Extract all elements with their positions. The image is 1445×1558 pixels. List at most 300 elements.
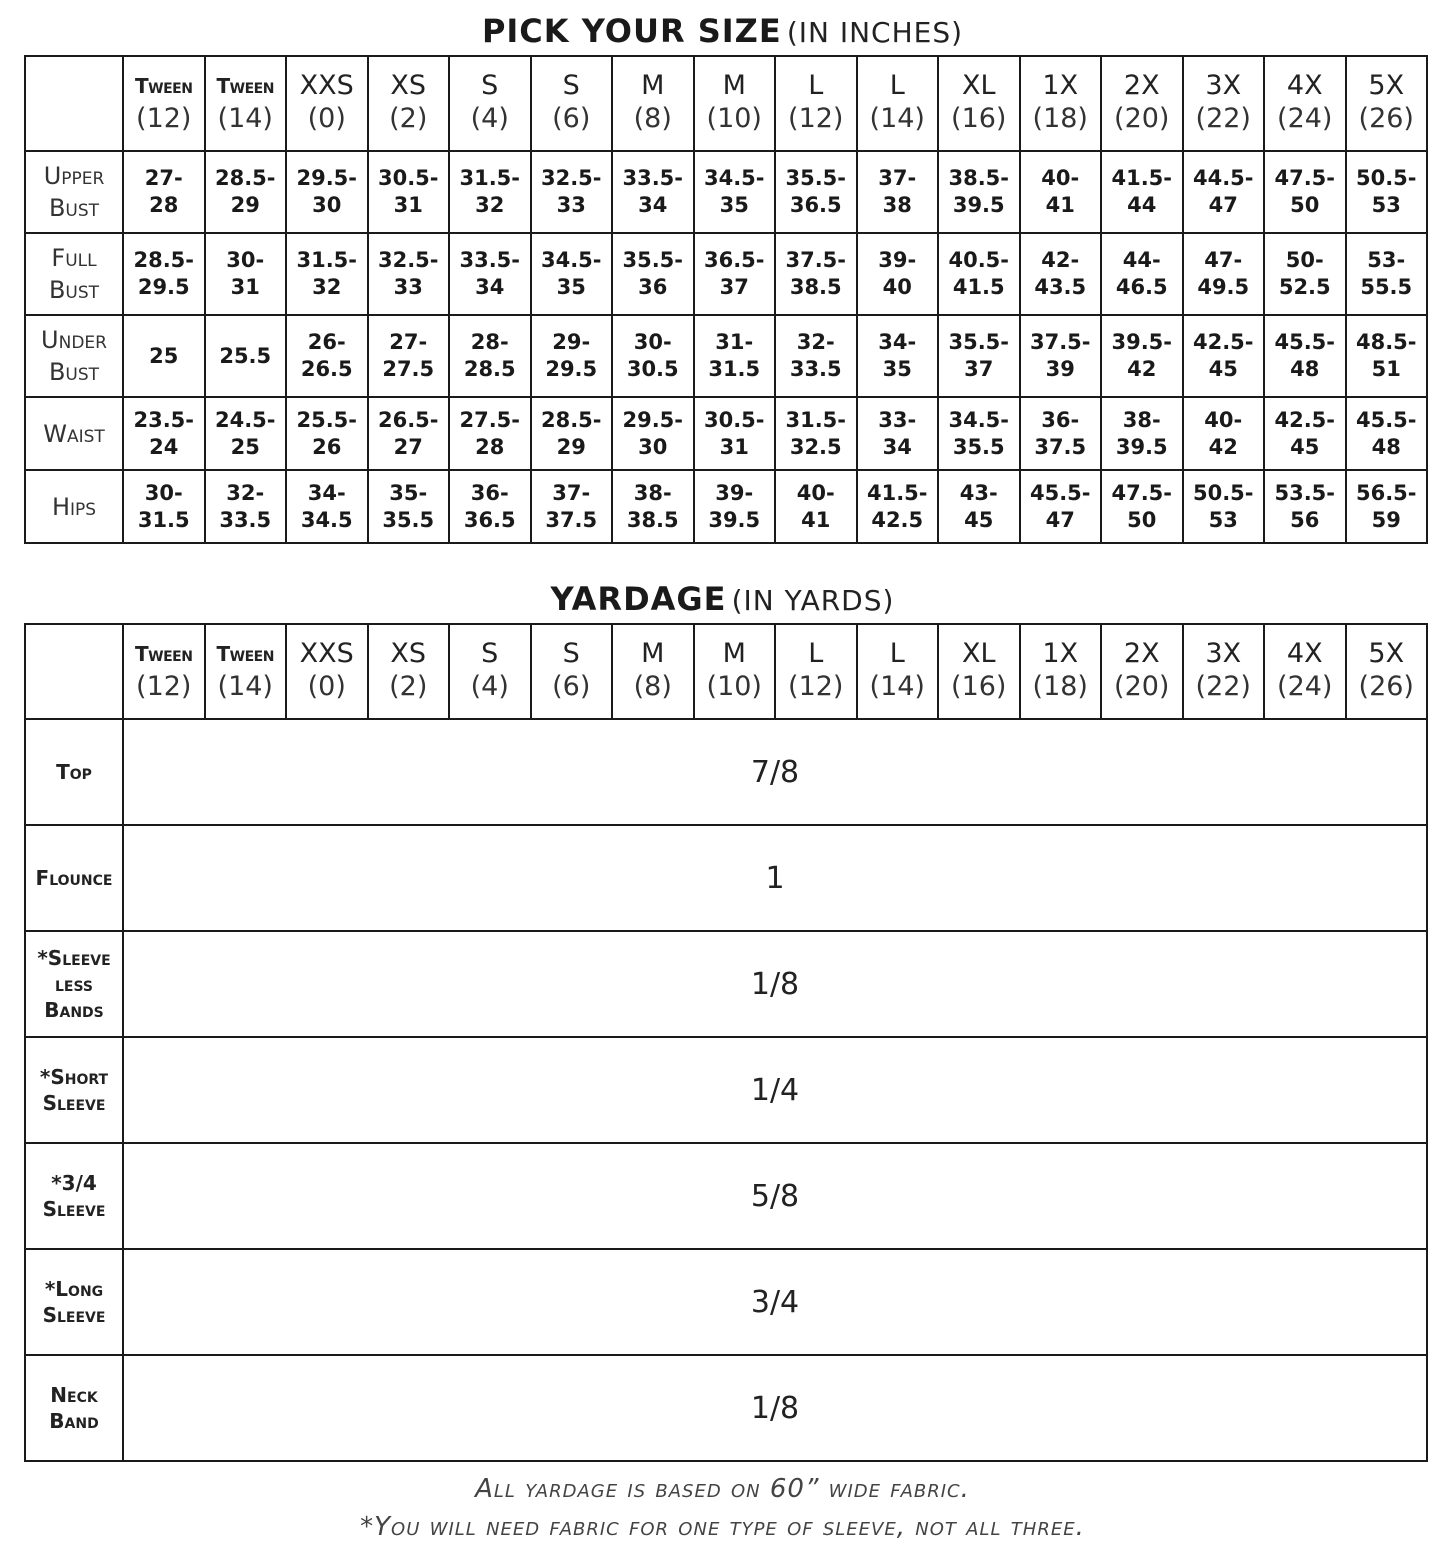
measurement-value: 59 <box>1371 507 1401 532</box>
measurement-value: 26- <box>307 330 346 354</box>
measurement-label-line: Bust <box>48 194 100 222</box>
measurement-cell <box>286 470 368 543</box>
measurement-value: 37 <box>964 357 994 381</box>
measurement-value: 31.5- <box>785 407 847 432</box>
measurement-value: 37.5- <box>785 248 847 272</box>
measurement-cell <box>1101 470 1183 543</box>
measurement-cell <box>286 151 368 233</box>
measurement-value: 34 <box>882 434 912 459</box>
measurement-cell <box>1020 470 1102 543</box>
measurement-value: 37.5 <box>1034 434 1087 459</box>
yardage-label <box>25 719 123 825</box>
size-name: Tween <box>216 641 274 666</box>
measurement-value: 50 <box>1290 193 1320 217</box>
measurement-cell <box>1020 397 1102 470</box>
yardage-note-fabric-width: All yardage is based on 60” wide fabric. <box>475 1474 970 1504</box>
measurement-value: 38- <box>1122 407 1161 432</box>
measurement-label <box>25 397 123 470</box>
size-name: L <box>808 637 824 669</box>
measurement-value: 27 <box>393 434 423 459</box>
measurement-value: 36.5 <box>789 193 842 217</box>
measurement-cell <box>1346 397 1428 470</box>
measurement-value: 28 <box>149 193 179 217</box>
measurement-cell <box>612 315 694 397</box>
size-column-header <box>938 624 1020 719</box>
measurement-cell <box>938 397 1020 470</box>
measurement-cell <box>1346 315 1428 397</box>
measurement-value: 39.5 <box>708 507 761 532</box>
measurement-value: 38.5- <box>948 166 1010 190</box>
size-number: (18) <box>1032 670 1088 702</box>
measurement-cell <box>1101 151 1183 233</box>
measurement-value: 29- <box>552 330 591 354</box>
yardage-label <box>25 1249 123 1355</box>
measurement-value: 42 <box>1208 434 1238 459</box>
size-name: M <box>722 637 746 669</box>
measurement-cell <box>775 151 857 233</box>
measurement-cell <box>286 233 368 315</box>
measurement-value: 39- <box>878 248 917 272</box>
measurement-cell <box>1264 151 1346 233</box>
measurement-cell <box>775 233 857 315</box>
measurement-value: 31.5 <box>708 357 761 381</box>
measurement-value: 45.5- <box>1274 330 1336 354</box>
measurement-value: 33- <box>878 407 917 432</box>
measurement-cell <box>775 315 857 397</box>
size-column-header <box>449 56 531 151</box>
measurement-value: 45 <box>1290 434 1320 459</box>
measurement-cell <box>531 151 613 233</box>
measurement-cell <box>1346 470 1428 543</box>
size-name: M <box>641 637 665 669</box>
measurement-value: 34- <box>307 480 346 505</box>
size-column-header <box>368 624 450 719</box>
measurement-cell <box>368 233 450 315</box>
measurement-value: 27- <box>144 166 183 190</box>
measurement-value: 32.5- <box>377 248 439 272</box>
measurement-cell <box>531 315 613 397</box>
measurement-value: 34.5- <box>703 166 765 190</box>
yardage-value: 1/8 <box>123 1355 1427 1461</box>
measurement-value: 33.5- <box>459 248 521 272</box>
measurement-cell <box>938 151 1020 233</box>
measurement-value: 28- <box>470 330 509 354</box>
yardage-label-line: Bands <box>44 998 104 1022</box>
size-chart-title <box>0 12 1445 50</box>
size-column-header <box>123 624 205 719</box>
size-column-header <box>123 56 205 151</box>
yardage-label-line: Neck <box>50 1383 98 1407</box>
measurement-value: 34- <box>878 330 917 354</box>
measurement-value: 29.5- <box>622 407 684 432</box>
measurement-cell <box>205 315 287 397</box>
size-name: L <box>889 69 905 101</box>
measurement-value: 28.5- <box>540 407 602 432</box>
measurement-value: 37.5 <box>545 507 598 532</box>
measurement-value: 51 <box>1371 357 1401 381</box>
measurement-value: 24 <box>149 434 179 459</box>
measurement-cell <box>205 233 287 315</box>
measurement-value: 53 <box>1208 507 1238 532</box>
measurement-cell <box>449 470 531 543</box>
yardage-label-line: less <box>54 972 94 996</box>
measurement-value: 50.5- <box>1355 166 1417 190</box>
size-name: M <box>641 69 665 101</box>
size-column-header <box>1346 624 1428 719</box>
size-name: Tween <box>135 73 193 98</box>
measurement-cell <box>1101 233 1183 315</box>
measurement-cell <box>1020 233 1102 315</box>
measurement-value: 29 <box>230 193 260 217</box>
measurement-value: 24.5- <box>214 407 276 432</box>
measurement-value: 31.5- <box>459 166 521 190</box>
size-number: (20) <box>1114 670 1170 702</box>
measurement-cell <box>694 397 776 470</box>
measurement-value: 40- <box>1041 166 1080 190</box>
yardage-label-line: Flounce <box>35 866 113 890</box>
measurement-value: 28 <box>475 434 505 459</box>
measurement-value: 39 <box>1045 357 1075 381</box>
measurement-value: 38.5 <box>789 275 842 299</box>
measurement-value: 33.5- <box>622 166 684 190</box>
measurement-value: 32- <box>796 330 835 354</box>
measurement-cell <box>368 397 450 470</box>
measurement-value: 36 <box>638 275 668 299</box>
yardage-row <box>25 825 1427 931</box>
measurement-cell <box>857 470 939 543</box>
measurement-label-line: Bust <box>48 276 100 304</box>
measurement-value: 28.5- <box>133 248 195 272</box>
size-column-header <box>205 56 287 151</box>
measurement-value: 40.5- <box>948 248 1010 272</box>
size-column-header <box>612 56 694 151</box>
size-name: L <box>808 69 824 101</box>
measurement-value: 45.5- <box>1029 480 1091 505</box>
measurement-cell <box>1183 397 1265 470</box>
measurement-value: 42.5 <box>871 507 924 532</box>
size-number: (8) <box>633 670 672 702</box>
measurement-cell <box>938 315 1020 397</box>
measurement-cell <box>123 315 205 397</box>
size-number: (18) <box>1032 102 1088 134</box>
size-number: (26) <box>1358 670 1414 702</box>
measurement-value: 53- <box>1367 248 1406 272</box>
yardage-title-sub: (IN YARDS) <box>731 584 895 617</box>
measurement-value: 29.5- <box>296 166 358 190</box>
measurement-cell <box>123 233 205 315</box>
size-number: (24) <box>1277 102 1333 134</box>
measurement-cell <box>938 233 1020 315</box>
size-number: (10) <box>706 102 762 134</box>
measurement-value: 29.5 <box>545 357 598 381</box>
measurement-value: 27- <box>389 330 428 354</box>
measurement-value: 50 <box>1127 507 1157 532</box>
measurement-cell <box>938 470 1020 543</box>
measurement-value: 37.5- <box>1029 330 1091 354</box>
measurement-value: 40- <box>1204 407 1243 432</box>
measurement-cell <box>205 470 287 543</box>
size-number: (24) <box>1277 670 1333 702</box>
measurement-value: 29 <box>556 434 586 459</box>
yardage-value: 1 <box>123 825 1427 931</box>
size-number: (12) <box>788 670 844 702</box>
measurement-value: 47 <box>1045 507 1075 532</box>
measurement-value: 44 <box>1127 193 1157 217</box>
measurement-cell <box>1183 315 1265 397</box>
measurement-cell <box>694 315 776 397</box>
measurement-value: 31.5 <box>137 507 190 532</box>
size-chart-table <box>24 55 1428 544</box>
measurement-value: 33.5 <box>219 507 272 532</box>
measurement-value: 44.5- <box>1192 166 1254 190</box>
size-name: L <box>889 637 905 669</box>
measurement-value: 32.5 <box>789 434 842 459</box>
size-number: (14) <box>217 670 273 702</box>
measurement-row <box>25 397 1427 470</box>
measurement-value: 40 <box>882 275 912 299</box>
size-column-header <box>1264 624 1346 719</box>
measurement-value: 35.5 <box>952 434 1005 459</box>
size-column-header <box>775 56 857 151</box>
size-number: (6) <box>552 670 591 702</box>
measurement-label-line: Under <box>41 326 107 354</box>
measurement-cell <box>1183 233 1265 315</box>
yardage-row <box>25 931 1427 1037</box>
yardage-row <box>25 1143 1427 1249</box>
measurement-value: 30 <box>312 193 342 217</box>
measurement-value: 44- <box>1122 248 1161 272</box>
size-column-header <box>1101 624 1183 719</box>
yardage-label-line: *Short <box>39 1065 109 1089</box>
size-column-header <box>1101 56 1183 151</box>
measurement-value: 40- <box>796 480 835 505</box>
yardage-label-line: *3/4 <box>51 1171 97 1195</box>
size-name: 4X <box>1286 637 1323 669</box>
measurement-cell <box>531 397 613 470</box>
measurement-cell <box>1346 151 1428 233</box>
measurement-label <box>25 233 123 315</box>
size-chart-title-main: PICK YOUR SIZE <box>481 12 782 50</box>
size-column-header <box>286 56 368 151</box>
measurement-value: 28.5 <box>463 357 516 381</box>
size-number: (4) <box>470 102 509 134</box>
measurement-cell <box>368 315 450 397</box>
size-name: XL <box>961 69 996 101</box>
measurement-cell <box>531 233 613 315</box>
measurement-value: 36.5 <box>463 507 516 532</box>
measurement-value: 23.5- <box>133 407 195 432</box>
measurement-value: 35.5- <box>948 330 1010 354</box>
yardage-label-line: *Sleeve <box>37 946 111 970</box>
measurement-value: 28.5- <box>214 166 276 190</box>
measurement-value: 32 <box>475 193 505 217</box>
measurement-value: 30- <box>633 330 672 354</box>
measurement-value: 53 <box>1371 193 1401 217</box>
size-column-header <box>1183 624 1265 719</box>
size-column-header <box>857 56 939 151</box>
measurement-value: 30- <box>144 480 183 505</box>
measurement-cell <box>123 397 205 470</box>
size-number: (0) <box>307 102 346 134</box>
measurement-value: 31 <box>393 193 423 217</box>
measurement-value: 35 <box>882 357 912 381</box>
size-name: XS <box>390 637 427 669</box>
measurement-value: 25.5 <box>219 343 272 368</box>
size-column-header <box>286 624 368 719</box>
measurement-cell <box>123 470 205 543</box>
yardage-value: 5/8 <box>123 1143 1427 1249</box>
size-number: (8) <box>633 102 672 134</box>
size-number: (12) <box>136 670 192 702</box>
measurement-value: 37 <box>719 275 749 299</box>
size-name: S <box>481 637 499 669</box>
size-number: (16) <box>951 670 1007 702</box>
measurement-value: 27.5 <box>382 357 435 381</box>
measurement-value: 34.5- <box>540 248 602 272</box>
size-number: (22) <box>1195 670 1251 702</box>
measurement-cell <box>449 315 531 397</box>
measurement-value: 42.5- <box>1274 407 1336 432</box>
measurement-value: 36- <box>470 480 509 505</box>
size-number: (14) <box>217 102 273 134</box>
measurement-value: 41.5- <box>866 480 928 505</box>
size-number: (20) <box>1114 102 1170 134</box>
yardage-title <box>0 580 1445 618</box>
size-column-header <box>1183 56 1265 151</box>
measurement-value: 30 <box>638 434 668 459</box>
measurement-value: 47- <box>1204 248 1243 272</box>
yardage-label <box>25 1355 123 1461</box>
size-column-header <box>368 56 450 151</box>
measurement-value: 48 <box>1290 357 1320 381</box>
measurement-cell <box>857 315 939 397</box>
measurement-cell <box>775 397 857 470</box>
size-name: M <box>722 69 746 101</box>
measurement-value: 30- <box>226 248 265 272</box>
measurement-label-line: Full <box>51 244 97 272</box>
measurement-value: 55.5 <box>1360 275 1413 299</box>
measurement-cell <box>1264 315 1346 397</box>
yardage-row <box>25 1355 1427 1461</box>
measurement-row <box>25 315 1427 397</box>
yardage-note-sleeve: *You will need fabric for one type of sleeve, not all three. <box>360 1512 1085 1542</box>
measurement-value: 34 <box>475 275 505 299</box>
yardage-label-line: *Long <box>44 1277 104 1301</box>
measurement-cell <box>1264 233 1346 315</box>
size-column-header <box>1264 56 1346 151</box>
measurement-cell <box>1183 151 1265 233</box>
measurement-value: 45 <box>1208 357 1238 381</box>
size-column-header <box>531 56 613 151</box>
measurement-value: 39.5 <box>952 193 1005 217</box>
size-number: (4) <box>470 670 509 702</box>
measurement-value: 25 <box>230 434 260 459</box>
measurement-value: 30.5- <box>703 407 765 432</box>
measurement-value: 50.5- <box>1192 480 1254 505</box>
yardage-label <box>25 931 123 1037</box>
measurement-value: 56.5- <box>1355 480 1417 505</box>
size-number: (2) <box>389 102 428 134</box>
measurement-value: 41 <box>1045 193 1075 217</box>
measurement-value: 45 <box>964 507 994 532</box>
header-corner-cell <box>25 624 123 719</box>
measurement-row <box>25 151 1427 233</box>
measurement-cell <box>1101 315 1183 397</box>
measurement-value: 41 <box>801 507 831 532</box>
measurement-value: 30.5 <box>626 357 679 381</box>
size-name: 2X <box>1123 637 1160 669</box>
size-name: 3X <box>1205 637 1242 669</box>
measurement-value: 30.5- <box>377 166 439 190</box>
size-name: XL <box>961 637 996 669</box>
measurement-cell <box>449 397 531 470</box>
measurement-label-line: Bust <box>48 358 100 386</box>
measurement-value: 31- <box>715 330 754 354</box>
yardage-title-main: YARDAGE <box>550 580 727 618</box>
size-column-header <box>612 624 694 719</box>
measurement-value: 50- <box>1285 248 1324 272</box>
size-column-header <box>694 624 776 719</box>
size-name: S <box>481 69 499 101</box>
measurement-value: 36- <box>1041 407 1080 432</box>
measurement-value: 33 <box>393 275 423 299</box>
size-number: (6) <box>552 102 591 134</box>
measurement-cell <box>1101 397 1183 470</box>
measurement-value: 34 <box>638 193 668 217</box>
size-number: (12) <box>136 102 192 134</box>
measurement-value: 39.5 <box>1115 434 1168 459</box>
yardage-value: 1/8 <box>123 931 1427 1037</box>
size-number: (0) <box>307 670 346 702</box>
yardage-label <box>25 1143 123 1249</box>
measurement-value: 38.5 <box>626 507 679 532</box>
size-column-header <box>1020 624 1102 719</box>
measurement-value: 26.5- <box>377 407 439 432</box>
measurement-value: 47.5- <box>1111 480 1173 505</box>
measurement-value: 48 <box>1371 434 1401 459</box>
size-name: 3X <box>1205 69 1242 101</box>
measurement-cell <box>694 470 776 543</box>
yardage-row <box>25 719 1427 825</box>
size-name: 5X <box>1368 69 1405 101</box>
size-number: (26) <box>1358 102 1414 134</box>
measurement-value: 37- <box>552 480 591 505</box>
measurement-value: 37- <box>878 166 917 190</box>
measurement-cell <box>205 397 287 470</box>
measurement-value: 45.5- <box>1355 407 1417 432</box>
measurement-value: 26.5 <box>300 357 353 381</box>
size-number: (14) <box>869 670 925 702</box>
measurement-cell <box>123 151 205 233</box>
measurement-cell <box>694 151 776 233</box>
yardage-label <box>25 1037 123 1143</box>
yardage-row <box>25 1249 1427 1355</box>
measurement-value: 49.5 <box>1197 275 1250 299</box>
size-name: XS <box>390 69 427 101</box>
measurement-value: 56 <box>1290 507 1320 532</box>
measurement-cell <box>612 233 694 315</box>
size-name: Tween <box>216 73 274 98</box>
size-column-header <box>531 624 613 719</box>
measurement-label <box>25 151 123 233</box>
size-name: S <box>562 69 580 101</box>
size-column-header <box>1346 56 1428 151</box>
measurement-value: 32- <box>226 480 265 505</box>
measurement-value: 25.5- <box>296 407 358 432</box>
measurement-value: 43- <box>959 480 998 505</box>
measurement-value: 42- <box>1041 248 1080 272</box>
measurement-value: 35.5- <box>785 166 847 190</box>
